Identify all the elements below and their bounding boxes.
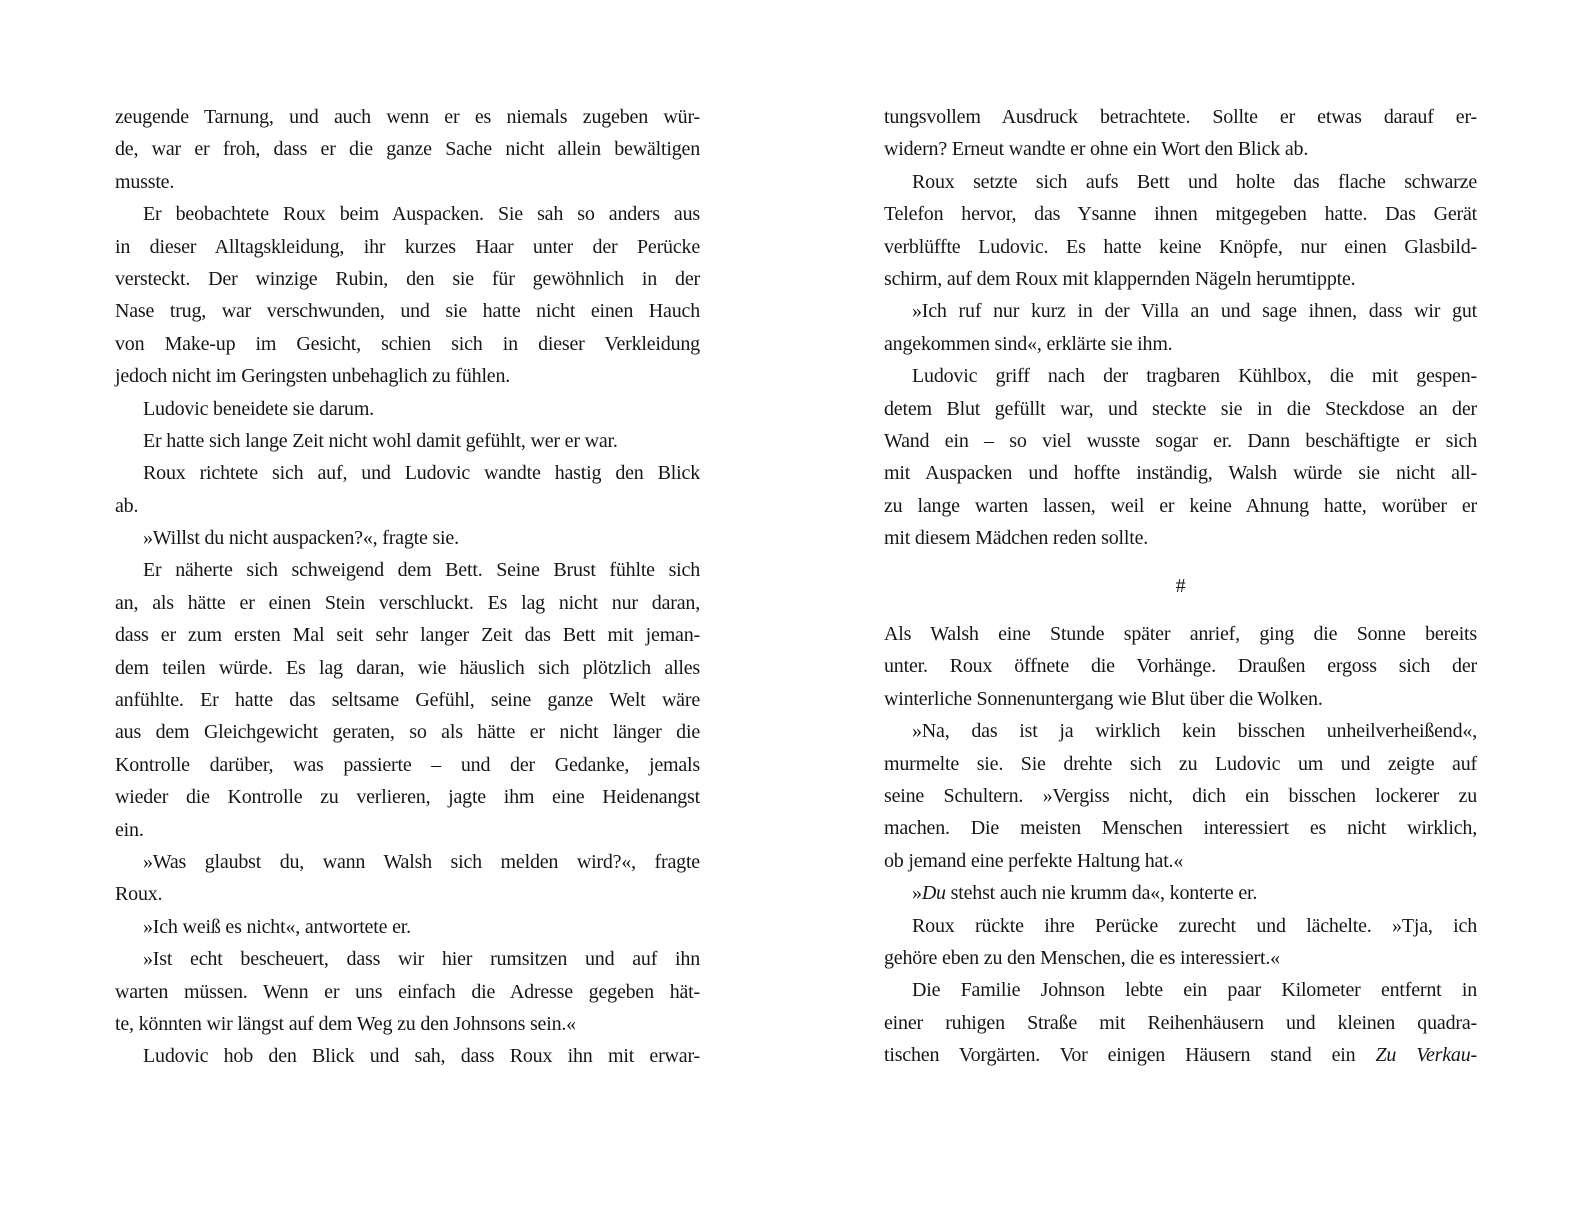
text-line: detem Blut gefüllt war, und steckte sie in die Steckdose an der bbox=[884, 397, 1477, 420]
text-line: dem teilen würde. Es lag daran, wie häuslich sich plötzlich alles bbox=[115, 656, 700, 679]
text-line: »Ich weiß es nicht«, antwortete er. bbox=[143, 915, 411, 938]
text-line: te, könnten wir längst auf dem Weg zu den Johnsons sein.« bbox=[115, 1012, 576, 1035]
text-line: dass er zum ersten Mal seit sehr langer Zeit das Bett mit jeman- bbox=[115, 624, 700, 647]
text-line: machen. Die meisten Menschen interessiert es nicht wirklich, bbox=[884, 817, 1477, 840]
text-line: »Ich ruf nur kurz in der Villa an und sage ihnen, dass wir gut bbox=[912, 300, 1477, 323]
text-line: versteckt. Der winzige Rubin, den sie für gewöhnlich in der bbox=[115, 267, 700, 290]
section-separator: # bbox=[1175, 575, 1186, 598]
text-line: winterliche Sonnenuntergang wie Blut über die Wolken. bbox=[884, 687, 1323, 710]
text-line: murmelte sie. Sie drehte sich zu Ludovic um und zeigte auf bbox=[884, 752, 1477, 775]
text-line: »Na, das ist ja wirklich kein bisschen unheilverheißend«, bbox=[912, 720, 1477, 743]
text-line: »Willst du nicht auspacken?«, fragte sie. bbox=[143, 527, 459, 550]
text-line: angekommen sind«, erklärte sie ihm. bbox=[884, 332, 1173, 355]
text-line: aus dem Gleichgewicht geraten, so als hätte er nicht länger die bbox=[115, 721, 700, 744]
text-line bbox=[884, 877, 1477, 909]
plain-text: » bbox=[912, 882, 922, 905]
text-line: Ludovic hob den Blick und sah, dass Roux ihn mit erwar- bbox=[143, 1045, 700, 1068]
text-line: Roux setzte sich aufs Bett und holte das flache schwarze bbox=[912, 170, 1477, 193]
text-line: Kontrolle darüber, was passierte – und der Gedanke, jemals bbox=[115, 753, 700, 776]
text-line: zeugende Tarnung, und auch wenn er es niemals zugeben wür- bbox=[115, 106, 700, 128]
text-line: gehöre eben zu den Menschen, die es interessiert.« bbox=[884, 946, 1280, 969]
text-line: ob jemand eine perfekte Haltung hat.« bbox=[884, 849, 1184, 872]
text-line: de, war er froh, dass er die ganze Sache nicht allein bewältigen bbox=[115, 138, 700, 161]
text-line: Die Familie Johnson lebte ein paar Kilometer entfernt in bbox=[912, 979, 1477, 1002]
text-line: Er beobachtete Roux beim Auspacken. Sie sah so anders aus bbox=[143, 203, 700, 226]
text-line: einer ruhigen Straße mit Reihenhäusern und kleinen quadra- bbox=[884, 1011, 1477, 1034]
text-line: Ludovic beneidete sie darum. bbox=[143, 397, 374, 420]
text-line: Roux rückte ihre Perücke zurecht und lächelte. »Tja, ich bbox=[912, 914, 1477, 937]
text-line: Er näherte sich schweigend dem Bett. Seine Brust fühlte sich bbox=[143, 559, 700, 582]
text-line: ein. bbox=[115, 818, 144, 841]
text-line: in dieser Alltagskleidung, ihr kurzes Haar unter der Perücke bbox=[115, 235, 700, 258]
text-line: Als Walsh eine Stunde später anrief, ging die Sonne bereits bbox=[884, 623, 1477, 646]
text-line: »Ist echt bescheuert, dass wir hier rumsitzen und auf ihn bbox=[143, 948, 700, 971]
italic-text: Du bbox=[921, 882, 946, 905]
text-line: unter. Roux öffnete die Vorhänge. Draußen ergoss sich der bbox=[884, 655, 1477, 678]
text-line: seine Schultern. »Vergiss nicht, dich ein bisschen lockerer zu bbox=[884, 785, 1477, 807]
text-line: jedoch nicht im Geringsten unbehaglich zu fühlen. bbox=[115, 365, 511, 388]
text-line: mit Auspacken und hoffte inständig, Walsh würde sie nicht all- bbox=[884, 462, 1477, 485]
text-line: wieder die Kontrolle zu verlieren, jagte ihm eine Heidenangst bbox=[115, 786, 700, 809]
text-line: zu lange warten lassen, weil er keine Ahnung hatte, worüber er bbox=[884, 494, 1477, 517]
text-line: mit diesem Mädchen reden sollte. bbox=[884, 527, 1149, 550]
text-line: Roux richtete sich auf, und Ludovic wandte hastig den Blick bbox=[143, 462, 700, 485]
plain-text: stehst auch nie krumm da«, konterte er. bbox=[945, 882, 1258, 905]
text-line: warten müssen. Wenn er uns einfach die Adresse gegeben hät- bbox=[115, 980, 700, 1003]
text-line: »Was glaubst du, wann Walsh sich melden wird?«, fragte bbox=[143, 850, 700, 873]
plain-text: tischen Vorgärten. Vor einigen Häusern stand ein bbox=[884, 1044, 1376, 1067]
text-line: tungsvollem Ausdruck betrachtete. Sollte er etwas darauf er- bbox=[884, 106, 1477, 128]
book-page-right bbox=[884, 101, 1477, 1072]
text-line: ab. bbox=[115, 494, 139, 517]
text-line: anfühlte. Er hatte das seltsame Gefühl, seine ganze Welt wäre bbox=[115, 689, 700, 712]
text-line: Telefon hervor, das Ysanne ihnen mitgegeben hatte. Das Gerät bbox=[884, 203, 1477, 226]
italic-text: Zu Verkau- bbox=[1375, 1044, 1477, 1067]
text-line: widern? Erneut wandte er ohne ein Wort den Blick ab. bbox=[884, 138, 1309, 161]
text-line: Ludovic griff nach der tragbaren Kühlbox, die mit gespen- bbox=[912, 365, 1477, 388]
book-page-left bbox=[115, 101, 700, 1073]
text-line: Er hatte sich lange Zeit nicht wohl damit gefühlt, wer er war. bbox=[143, 429, 618, 452]
text-line: musste. bbox=[115, 170, 175, 193]
text-line: Nase trug, war verschwunden, und sie hatte nicht einen Hauch bbox=[115, 300, 700, 323]
text-line: schirm, auf dem Roux mit klappernden Nägeln herumtippte. bbox=[884, 267, 1356, 290]
text-line: Wand ein – so viel wusste sogar er. Dann beschäftigte er sich bbox=[884, 429, 1477, 452]
text-line: von Make-up im Gesicht, schien sich in dieser Verkleidung bbox=[115, 332, 700, 355]
text-line: an, als hätte er einen Stein verschluckt. Es lag nicht nur daran, bbox=[115, 591, 700, 614]
text-line: Roux. bbox=[115, 883, 163, 906]
text-line bbox=[884, 1039, 1477, 1071]
text-line: verblüffte Ludovic. Es hatte keine Knöpfe, nur einen Glasbild- bbox=[884, 235, 1477, 258]
